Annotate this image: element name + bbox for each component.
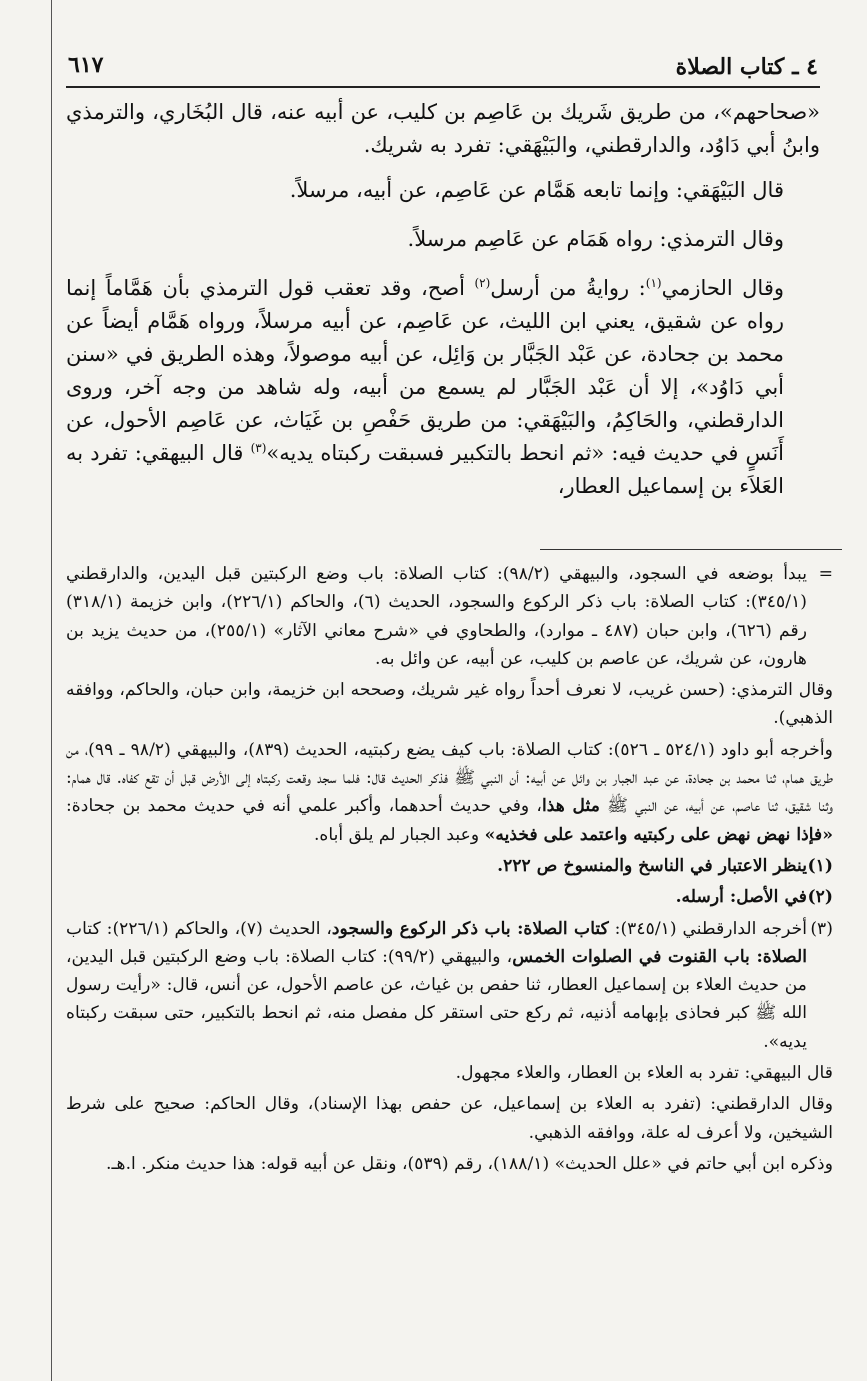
text-run: «فإذا نهض نهض على ركبتيه واعتمد على فخذيه» [484, 824, 833, 845]
text-run: ، والبيهقي (٩٩/٢): كتاب الصلاة: باب وضع الركبتين قبل اليدين، من حديث العلاء بن إسماعيل العطار، ثنا حفص بن غياث، عن عاصم الأحول، عن أنس، قال: «رأيت رسول الله ﷺ كبر فحاذى بإبهامه أذنيه، ثم ركع حتى استقر كل مفصل منه، ثم انحط بالتكبير، حتى سبقت ركبتاه يديه». [66, 946, 807, 1052]
footnote-paragraph: وقال الترمذي: (حسن غريب، لا نعرف أحداً رواه غير شريك، وصححه ابن خزيمة، وابن حبان، والحاكم، ووافقه الذهبي). [66, 680, 833, 729]
text-run: أصح، وقد تعقب قول الترمذي بأن هَمَّاماً إنما رواه عن شقيق، يعني ابن الليث، عن عَاصِم، عن أبيه مرسلاً، ورواه هَمَّام أيضاً عن محمد بن جحادة، عن عَبْد الجَبَّار بن وَائِل، عن أبيه موصولاً، وهذه الطريق في «سنن أبي دَاوُد»، إلا أن عَبْد الجَبَّار لم يسمع من أبيه، وله شاهد من وجه آخر، وروى الدارقطني، والحَاكِمُ، والبَيْهَقي: من طريق حَفْصِ بن غَيَاث، عن عَاصِم الأحول، عن أَنَسٍ في حديث فيه: «ثم انحط بالتكبير فسبقت ركبتاه يديه» [66, 276, 784, 465]
chapter-title: ٤ ـ كتاب الصلاة [675, 54, 818, 80]
paragraph [66, 272, 820, 503]
footnote-text: في الأصل: أرسله. [675, 887, 807, 908]
footnote-ref: (٢) [474, 276, 491, 290]
page-number: ٦١٧ [68, 52, 104, 78]
footnote-paragraph [66, 736, 833, 849]
footnote-continuation [66, 560, 833, 673]
footnote-mark: (١) [807, 855, 833, 876]
continuation-mark: = [818, 564, 833, 584]
footnote-1 [66, 852, 833, 880]
text-run: كتاب الصلاة: باب ذكر الركوع والسجود [331, 918, 609, 939]
text-run: وعبد الجبار لم يلق أباه. [313, 824, 485, 845]
paragraph: «صحاحهم»، من طريق شَريك بن عَاصِم بن كليب، عن أبيه عنه، قال البُخَاري، والترمذي وابنُ أبي دَاوُد، والدارقطني، والبَيْهَقي: تفرد به شريك. [66, 100, 820, 157]
main-text [66, 96, 820, 515]
footnote-divider [540, 549, 842, 550]
footnote-2 [66, 883, 833, 911]
paragraph: وقال الترمذي: رواه هَمَام عن عَاصِم مرسلاً. [407, 227, 784, 251]
text-run: الصلاة: باب القنوت في الصلوات الخمس [512, 946, 807, 967]
footnote-text: يبدأ بوضعه في السجود، والبيهقي (٩٨/٢): كتاب الصلاة: باب وضع الركبتين قبل اليدين، والدارقطني (٣٤٥/١): كتاب الصلاة: باب ذكر الركوع والسجود، الحديث (٦)، والحاكم (٢٢٦/١)، وابن خزيمة (٣١٨/١) رقم (٦٢٦)، وابن حبان (٤٨٧ ـ موارد)، والطحاوي في «شرح معاني الآثار» (٢٥٥/١)، من حديث يزيد بن هارون، عن شريك، عن عاصم بن كليب، عن أبيه، عن وائل به. [66, 564, 808, 669]
footnote-mark: (٢) [807, 887, 833, 908]
paragraph: قال البَيْهَقي: وإنما تابعه هَمَّام عن عَاصِم، عن أبيه، مرسلاً. [289, 178, 784, 202]
footnote-mark: (٣) [810, 918, 833, 939]
footnote-3 [66, 915, 833, 1056]
footnote-paragraph: وذكره ابن أبي حاتم في «علل الحديث» (١٨٨/١)، رقم (٥٣٩)، ونقل عن أبيه قوله: هذا حديث منكر. ا.هـ. [106, 1153, 833, 1174]
footnote-paragraph: وقال الدارقطني: (تفرد به العلاء بن إسماعيل، عن حفص بهذا الإسناد)، وقال الحاكم: صحيح على شرط الشيخين، ولا أعرف له علة، ووافقه الذهبي. [66, 1094, 833, 1143]
page-border [51, 0, 52, 1381]
text-run: وأخرجه أبو داود (٥٢٤/١ ـ ٥٢٦): كتاب الصلاة: باب كيف يضع ركبتيه، الحديث (٨٣٩)، والبيهقي (٩٨/٢ ـ ٩٩)، من طريق همام، ثنا محمد بن جحادة، عن عبد الجبار بن وائل عن أبيه: أن النبي ﷺ فذكر الحديث قال: فلما سجد وقعت ركبتاه إلى الأرض قبل أن تقع كفاه. قال همام: وثنا شقيق، ثنا عاصم، عن أبيه، عن النبي ﷺ [66, 739, 833, 817]
text-run: : روايةُ من أرسل [490, 276, 646, 300]
text-run: ، الحديث (٧)، والحاكم (٢٢٦/١): كتاب [66, 918, 332, 939]
footnote-text: ينظر الاعتبار في الناسخ والمنسوخ ص ٢٢٢. [497, 855, 807, 876]
footnote-paragraph: قال البيهقي: تفرد به العلاء بن العطار، والعلاء مجهول. [455, 1063, 833, 1084]
page-header [66, 48, 820, 88]
text-run: قال البيهقي: تفرد به العَلاَء بن إسماعيل العطار، [66, 441, 784, 498]
text-run: مثل هذا [541, 796, 600, 817]
footnote-ref: (١) [645, 276, 662, 290]
footnotes [66, 560, 833, 1181]
text-run: أخرجه الدارقطني (٣٤٥/١): [608, 918, 808, 939]
text-run: وقال الحازمي [661, 276, 784, 300]
footnote-ref: (٣) [250, 441, 267, 455]
text-run: ، وفي حديث أحدهما، وأكبر علمي أنه في حديث محمد بن جحادة: [66, 796, 542, 817]
